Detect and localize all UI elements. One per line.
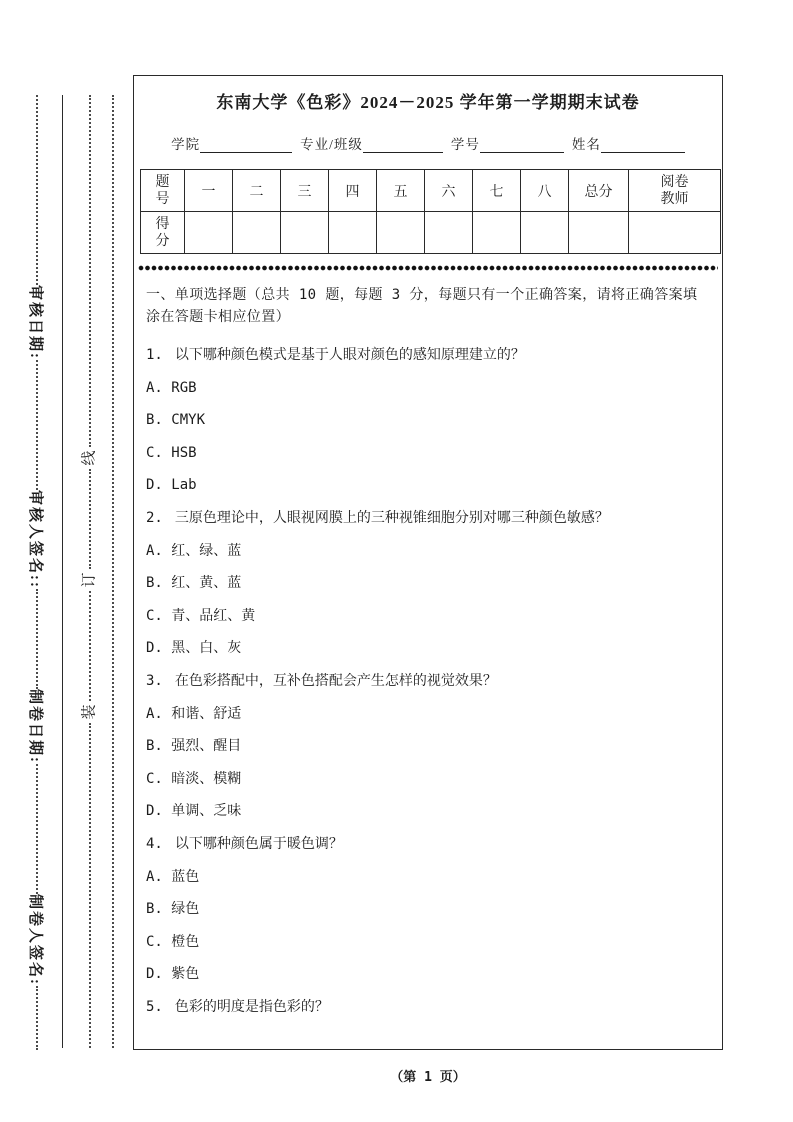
corner-line-1: 题 [155, 174, 170, 190]
exam-title: 东南大学《色彩》2024－2025 学年第一学期期末试卷 [216, 93, 640, 112]
question-number: 3. [146, 672, 163, 689]
score-line-1: 得 [155, 216, 170, 232]
score-cell [185, 212, 233, 254]
score-row [141, 212, 721, 254]
option: B. 绿色 [146, 901, 200, 918]
dotted-leader [36, 95, 38, 285]
option: D. 单调、乏味 [146, 803, 242, 820]
score-cell [233, 212, 281, 254]
question-block [146, 828, 710, 991]
binding-char-ding: 订 [81, 572, 98, 588]
question-stem [146, 502, 710, 535]
option: C. HSB [146, 444, 197, 461]
student-info-row [134, 133, 722, 153]
page-footer: （第 1 页） [390, 1070, 466, 1085]
grader-line-1: 阅卷 [660, 174, 689, 190]
question-text: 在色彩搭配中，互补色搭配会产生怎样的视觉效果？ [174, 672, 497, 689]
question-block [146, 991, 710, 1024]
student-id-label: 学号 [450, 137, 480, 152]
col-header-7: 七 [473, 170, 521, 212]
score-cell [329, 212, 377, 254]
option: A. RGB [146, 379, 197, 396]
paper-made-date-label: 制卷日期: [27, 689, 44, 764]
score-cell [377, 212, 425, 254]
option: A. 和谐、舒适 [146, 705, 242, 722]
question-text: 以下哪种颜色模式是基于人眼对颜色的感知原理建立的？ [174, 347, 525, 363]
college-label: 学院 [171, 137, 201, 152]
option: C. 暗淡、模糊 [146, 770, 242, 787]
option: B. 红、黄、蓝 [146, 575, 242, 592]
question-text: 三原色理论中，人眼视网膜上的三种视锥细胞分别对哪三种颜色敏感？ [174, 509, 609, 526]
option: C. 橙色 [146, 933, 200, 950]
option: D. 黑、白、灰 [146, 640, 242, 657]
dotted-leader [36, 764, 38, 894]
score-line-2: 分 [155, 233, 170, 249]
question-text: 色彩的明度是指色彩的？ [174, 998, 329, 1015]
question-number: 1. [146, 347, 163, 363]
student-id-blank-line [480, 138, 564, 153]
score-header-cell [141, 212, 185, 254]
question-number: 4. [146, 835, 163, 852]
grader-line-2: 教师 [660, 191, 689, 207]
col-header-1: 一 [185, 170, 233, 212]
cut-dotted-line [112, 95, 114, 1048]
score-cell [521, 212, 569, 254]
score-cell [473, 212, 521, 254]
score-cell [425, 212, 473, 254]
question-block [146, 665, 710, 828]
question-number: 5. [146, 998, 163, 1015]
college-blank-line [200, 138, 292, 153]
col-header-2: 二 [233, 170, 281, 212]
section-heading: 一、单项选择题（总共 10 题，每题 3 分，每题只有一个正确答案，请将正确答案填涂在答题卡相应位置） [146, 287, 698, 325]
margin-labels-strip [24, 95, 50, 1050]
question-block [146, 502, 710, 665]
reviewer-signature-label: 审核人签名:: [27, 490, 44, 589]
option: C. 青、品红、黄 [146, 607, 256, 624]
binding-line [80, 95, 100, 1048]
option: B. CMYK [146, 412, 206, 429]
binding-dotted-segment [89, 95, 91, 447]
col-header-5: 五 [377, 170, 425, 212]
score-table [140, 169, 721, 254]
question-number: 2. [146, 509, 163, 526]
score-cell [629, 212, 721, 254]
question-stem [146, 665, 710, 698]
binding-dotted-segment [89, 591, 91, 701]
col-header-4: 四 [329, 170, 377, 212]
fold-line [62, 95, 63, 1048]
name-blank-line [601, 138, 685, 153]
major-class-blank-line [363, 138, 443, 153]
binding-char-zhuang: 装 [81, 704, 98, 720]
dotted-leader [36, 589, 38, 689]
question-stem [146, 991, 710, 1024]
exam-content-box [133, 75, 723, 1050]
col-header-total: 总分 [569, 170, 629, 212]
dotted-leader [36, 360, 38, 490]
binding-dotted-segment [89, 723, 91, 1048]
option: A. 红、绿、蓝 [146, 542, 242, 559]
paper-maker-signature-label: 制卷人签名: [27, 894, 44, 986]
col-header-6: 六 [425, 170, 473, 212]
question-text: 以下哪种颜色属于暖色调？ [174, 835, 343, 852]
option: A. 蓝色 [146, 868, 200, 885]
binding-char-xian: 线 [81, 450, 98, 466]
col-header-8: 八 [521, 170, 569, 212]
corner-line-2: 号 [155, 191, 170, 207]
score-table-header-row [141, 170, 721, 212]
question-stem [146, 339, 710, 372]
exam-body [134, 271, 722, 1023]
option: D. Lab [146, 477, 197, 494]
question-number-header-cell [141, 170, 185, 212]
binding-dotted-segment [89, 469, 91, 569]
major-class-label: 专业/班级 [300, 137, 363, 152]
review-date-label: 审核日期: [27, 285, 44, 360]
score-cell [281, 212, 329, 254]
question-stem [146, 828, 710, 861]
option: B. 强烈、醒目 [146, 738, 242, 755]
grader-header-cell [629, 170, 721, 212]
col-header-3: 三 [281, 170, 329, 212]
question-block [146, 339, 710, 502]
score-cell [569, 212, 629, 254]
option: D. 紫色 [146, 966, 200, 983]
dotted-leader [36, 986, 38, 1050]
name-label: 姓名 [571, 137, 601, 152]
